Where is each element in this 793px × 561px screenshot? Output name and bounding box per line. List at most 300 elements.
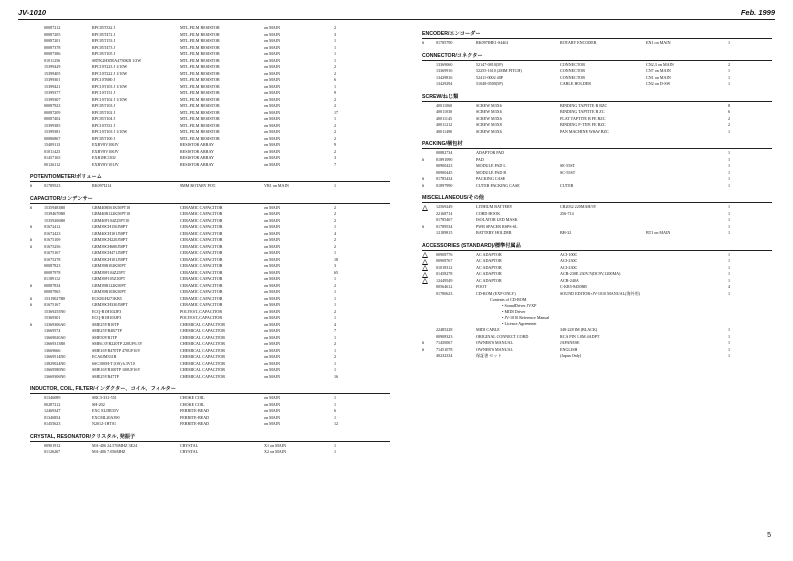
part-name: ADAPTOR PAD bbox=[476, 150, 505, 155]
quantity: 3 bbox=[334, 263, 337, 268]
part-number: 00087205 bbox=[44, 31, 61, 37]
location: CN2 on D-SW bbox=[646, 81, 671, 86]
part-name: GRM40F104Z25PT10 bbox=[92, 217, 130, 223]
quantity: 1 bbox=[728, 68, 731, 73]
part-name: RPC05T153 J bbox=[92, 38, 116, 43]
location: on MAIN bbox=[264, 155, 281, 160]
description: CERAMIC CAPACITOR bbox=[180, 256, 223, 262]
part-number: 00087378 bbox=[44, 44, 61, 50]
location: on MAIN bbox=[264, 321, 281, 327]
location: on MAIN bbox=[264, 148, 281, 154]
header-rule bbox=[18, 19, 775, 20]
part-name: EXBV8V100JV bbox=[92, 148, 119, 154]
quantity: 1 bbox=[728, 128, 731, 134]
description: CERAMIC CAPACITOR bbox=[180, 237, 223, 242]
description: MTL.FILM RESISTOR bbox=[180, 38, 220, 43]
location: on MAIN bbox=[264, 129, 281, 134]
description: RCA PIN 1.0M 4ADPT bbox=[560, 333, 600, 339]
quantity: 4 bbox=[334, 230, 337, 236]
location: on MAIN bbox=[264, 237, 281, 242]
description: ENGLISH bbox=[560, 346, 578, 352]
location: on MAIN bbox=[264, 360, 281, 366]
part-number: 00087834 bbox=[44, 282, 61, 288]
part-name: RPC05T473 J bbox=[92, 44, 116, 50]
location: CN1 on MAIN bbox=[646, 74, 671, 80]
part-name: RPC10T102 J 1/10W bbox=[92, 96, 128, 102]
part-name: 6SC100M-T (OS) 6.3V10 bbox=[92, 360, 135, 366]
description: MTL.FILM RESISTOR bbox=[180, 77, 220, 82]
part-number: 15399307 bbox=[44, 96, 61, 102]
part-name: EXCML20A390 bbox=[92, 414, 120, 420]
quantity: 2 bbox=[334, 237, 337, 242]
location: on MAIN bbox=[264, 341, 281, 346]
location: X2 on MAIN bbox=[264, 449, 287, 454]
part-name: AC ADAPTOR bbox=[476, 251, 502, 257]
part-name: 52411-0002 40P bbox=[476, 74, 504, 80]
part-name: SCREW M3X6 bbox=[476, 115, 502, 121]
quantity: 1 bbox=[334, 295, 337, 301]
description: CERAMIC CAPACITOR bbox=[180, 230, 223, 236]
part-number: 00900423 bbox=[436, 163, 453, 168]
description: CERAMIC CAPACITOR bbox=[180, 276, 223, 281]
location: on MAIN bbox=[264, 31, 281, 37]
description: MTL.FILM RESISTOR bbox=[180, 57, 220, 63]
part-number: 13429294 bbox=[436, 81, 453, 86]
part-name: RPC05T104 J bbox=[92, 116, 116, 121]
quantity: 3 bbox=[334, 31, 337, 37]
location: on MAIN bbox=[264, 109, 281, 115]
part-number: 01675109 bbox=[44, 237, 61, 242]
part-name: CORD HOOK bbox=[476, 210, 501, 216]
description: CERAMIC CAPACITOR bbox=[180, 289, 223, 294]
part-name: ECKR1H271KB5 bbox=[92, 295, 122, 301]
section-title: INDUCTOR, COIL, FILTER/インダクター、コイル、フィルター bbox=[30, 385, 390, 394]
part-name: SBC3-331-551 bbox=[92, 395, 117, 400]
part-name: AC ADAPTOR bbox=[476, 258, 502, 263]
location: on MAIN bbox=[264, 90, 281, 95]
row-mark: # bbox=[30, 183, 33, 188]
part-number: 00900445 bbox=[436, 169, 453, 175]
location: on MAIN bbox=[264, 401, 281, 407]
quantity: 1 bbox=[728, 150, 731, 155]
quantity: 2 bbox=[334, 243, 337, 249]
location: on MAIN bbox=[264, 211, 281, 216]
location: on MAIN bbox=[264, 142, 281, 147]
quantity: 1 bbox=[728, 327, 731, 332]
part-name: GRM39CH101J50PT bbox=[92, 256, 128, 262]
part-name: GRM39F105Z10PT bbox=[92, 276, 126, 281]
location: BT1 on MAIN bbox=[646, 230, 671, 235]
quantity: 7 bbox=[334, 328, 337, 333]
description: CERAMIC CAPACITOR bbox=[180, 269, 223, 275]
quantity: 7 bbox=[334, 161, 337, 167]
part-number: 00882734 bbox=[436, 150, 453, 155]
quantity: 2 bbox=[334, 103, 337, 108]
quantity: 1 bbox=[728, 333, 731, 339]
parts-row bbox=[422, 230, 772, 237]
parts-section bbox=[30, 173, 390, 190]
quantity: 1 bbox=[728, 290, 731, 296]
part-number: 01785434 bbox=[436, 176, 453, 181]
location: on MAIN bbox=[264, 217, 281, 223]
description: BINDING TAPTITE B ZC bbox=[560, 109, 605, 114]
quantity: 18 bbox=[334, 256, 339, 262]
location: on MAIN bbox=[264, 347, 281, 353]
part-number: 40232334 bbox=[436, 353, 453, 358]
description: CRYSTAL bbox=[180, 449, 199, 454]
part-name: RPC10T103 J 1/10W bbox=[92, 83, 128, 89]
parts-section bbox=[422, 30, 772, 47]
parts-section bbox=[422, 327, 772, 360]
description: CERAMIC CAPACITOR bbox=[180, 211, 223, 216]
part-number: 15399405 bbox=[44, 70, 61, 76]
part-number: 12189815 bbox=[436, 230, 453, 235]
description: CHEMICAL CAPACITOR bbox=[180, 354, 226, 359]
quantity: 1 bbox=[334, 116, 337, 121]
parts-row bbox=[422, 183, 772, 190]
quantity: 2 bbox=[334, 25, 337, 30]
location: on MAIN bbox=[264, 122, 281, 128]
quantity: 2 bbox=[728, 122, 731, 127]
parts-row bbox=[422, 291, 772, 298]
quantity: 1 bbox=[728, 251, 731, 257]
part-name: SCREW M3X6 bbox=[476, 128, 502, 134]
part-name: SME16VB100TP 100UF16V bbox=[92, 367, 141, 372]
part-number: 00287212 bbox=[44, 401, 61, 407]
parts-row bbox=[30, 183, 390, 190]
description: CERAMIC CAPACITOR bbox=[180, 204, 223, 210]
part-number: 01780623 bbox=[436, 290, 453, 296]
section-title: CONNECTOR/コネクター bbox=[422, 52, 772, 61]
description: FERRITE-BEAD bbox=[180, 421, 210, 426]
part-number: 01785790 bbox=[436, 40, 453, 45]
parts-row bbox=[30, 421, 390, 428]
location: on MAIN bbox=[264, 204, 281, 210]
part-number: 01126267 bbox=[44, 449, 61, 454]
part-name: GRM39B122K50PT bbox=[92, 282, 127, 288]
part-number: 01018312 bbox=[436, 264, 453, 270]
parts-row bbox=[30, 374, 390, 381]
right-column bbox=[422, 25, 772, 360]
part-name: SME25VB47TP bbox=[92, 373, 120, 379]
part-number: 00087402 bbox=[44, 116, 61, 121]
parts-row bbox=[422, 353, 772, 360]
document-date: Feb. 1999 bbox=[740, 8, 775, 17]
quantity: 1 bbox=[334, 51, 337, 56]
quantity: 1 bbox=[728, 258, 731, 263]
description: ACB-230E 230V/5(DC9V,1200MA) bbox=[560, 271, 621, 276]
quantity: 4 bbox=[334, 321, 337, 327]
location: on MAIN bbox=[264, 263, 281, 268]
location: on MAIN bbox=[264, 302, 281, 307]
part-number: 13429816 bbox=[436, 74, 453, 80]
description: MTL.FILM RESISTOR bbox=[180, 122, 220, 128]
location: on MAIN bbox=[264, 224, 281, 229]
quantity: 2 bbox=[334, 282, 337, 288]
description: MTL.FILM RESISTOR bbox=[180, 135, 220, 141]
part-name: SME16VB470TP 470UF16V bbox=[92, 347, 141, 353]
description: CHEMICAL CAPACITOR bbox=[180, 321, 226, 327]
location: on MAIN bbox=[264, 135, 281, 141]
quantity: 1 bbox=[334, 38, 337, 43]
part-name: N2012-1HT01 bbox=[92, 421, 117, 426]
description: 9MM ROTARY POT. bbox=[180, 183, 216, 188]
description: CUTER bbox=[560, 182, 574, 188]
part-name: AC ADAPTOR bbox=[476, 271, 502, 276]
section-title: CRYSTAL, RESONATOR/クリスタル, 発振子 bbox=[30, 433, 390, 442]
row-mark: # bbox=[30, 243, 33, 249]
part-number: 00087209 bbox=[44, 109, 61, 115]
cdrom-content-item: • JV-1010 Reference Manual bbox=[502, 315, 550, 320]
quantity: 6 bbox=[334, 77, 337, 82]
left-column bbox=[30, 25, 390, 456]
parts-section bbox=[422, 93, 772, 136]
part-number: 00901912 bbox=[44, 442, 61, 448]
description: RESISTOR ARRAY bbox=[180, 161, 215, 167]
part-number: 15359206B0 bbox=[44, 217, 66, 223]
part-name: PAD bbox=[476, 156, 484, 162]
quantity: 9 bbox=[334, 142, 337, 147]
quantity: 1 bbox=[334, 360, 337, 366]
location: on MAIN bbox=[264, 250, 281, 255]
quantity: 1 bbox=[728, 176, 731, 181]
part-name: SCREW M3X6 bbox=[476, 102, 502, 108]
part-number: 01675278 bbox=[44, 256, 61, 262]
part-number: 15359483B0 bbox=[44, 204, 66, 210]
part-number: 00087978 bbox=[44, 269, 61, 275]
part-name: RPC10T103 J 1/10W bbox=[92, 129, 128, 134]
parts-section bbox=[422, 52, 772, 88]
part-name: MA-406 24.576MHZ 3E24 bbox=[92, 442, 138, 448]
section-title: ENCODER/エンコーダー bbox=[422, 30, 772, 39]
location: on MAIN bbox=[264, 276, 281, 281]
section-title: PACKING/梱包材 bbox=[422, 140, 772, 149]
description: ACB-240A bbox=[560, 277, 579, 283]
part-number: 01189112 bbox=[44, 276, 61, 281]
description: ROTARY ENCODER bbox=[560, 40, 597, 45]
location: on MAIN bbox=[264, 354, 281, 359]
part-name: GRM39B102K50PT bbox=[92, 263, 127, 268]
quantity: 1 bbox=[334, 224, 337, 229]
part-name: RPC05T103 J bbox=[92, 103, 116, 108]
quantity: 1 bbox=[728, 156, 731, 162]
quantity: 4 bbox=[728, 284, 731, 289]
quantity: 1 bbox=[334, 315, 337, 320]
part-name: GRM39CH330J50PT bbox=[92, 302, 128, 307]
quantity: 1 bbox=[334, 289, 337, 294]
part-number: 00908767 bbox=[436, 258, 453, 263]
location: VR1 on MAIN bbox=[264, 183, 289, 188]
part-name: LITHIUM BATTERY bbox=[476, 204, 513, 209]
part-number: 01672412 bbox=[44, 224, 61, 229]
part-number: 01789534 bbox=[436, 223, 453, 229]
part-name: RPC10T222 J 1/10W bbox=[92, 70, 128, 76]
description: CERAMIC CAPACITOR bbox=[180, 243, 223, 249]
part-number: 13669514N0 bbox=[44, 354, 66, 359]
quantity: 1 bbox=[728, 340, 731, 345]
part-number: 13669306N0 bbox=[44, 373, 66, 379]
description: CONNECTOR bbox=[560, 74, 585, 80]
section-title: MISCELLANEOUS/その他 bbox=[422, 194, 772, 203]
part-number: 15394670B0 bbox=[44, 211, 66, 216]
location: on MAIN bbox=[264, 44, 281, 50]
row-mark: # bbox=[30, 282, 33, 288]
description: MTL.FILM RESISTOR bbox=[180, 90, 220, 95]
part-name: MIDI CABLE bbox=[476, 327, 500, 332]
part-number: 00908323 bbox=[436, 333, 453, 339]
part-name: SH-202 bbox=[92, 401, 105, 407]
part-name: GRM39CH150J50PT bbox=[92, 224, 128, 229]
row-mark: # bbox=[422, 40, 425, 45]
quantity: 1 bbox=[728, 210, 731, 216]
row-mark: # bbox=[30, 204, 33, 210]
quantity: 1 bbox=[334, 395, 337, 400]
description: CONNECTOR bbox=[560, 68, 585, 73]
row-mark: # bbox=[30, 321, 33, 327]
part-number: 01891090 bbox=[436, 156, 453, 162]
parts-section bbox=[422, 140, 772, 189]
part-number: 01675167 bbox=[44, 250, 61, 255]
part-number: 00126112 bbox=[44, 161, 61, 167]
quantity: 2 bbox=[334, 64, 337, 69]
quantity: 1 bbox=[728, 40, 731, 45]
part-number: 71450067 bbox=[436, 340, 453, 345]
description: RESISTOR ARRAY bbox=[180, 142, 215, 147]
part-name: SCREW M3X6 bbox=[476, 109, 502, 114]
location: on MAIN bbox=[264, 116, 281, 121]
description: CERAMIC CAPACITOR bbox=[180, 263, 223, 268]
row-mark: # bbox=[30, 237, 33, 242]
location: on MAIN bbox=[264, 395, 281, 400]
part-number: 13669020A0 bbox=[44, 334, 66, 340]
part-name: GRM39CH471J50PT bbox=[92, 250, 128, 255]
quantity: 1 bbox=[334, 401, 337, 407]
part-name: RPC05T105 J bbox=[92, 51, 116, 56]
description: BINDING TAPTITE B BZC bbox=[560, 102, 608, 108]
quantity: 1 bbox=[334, 276, 337, 281]
part-name: FOOT bbox=[476, 284, 487, 289]
part-name: GRM40B561K50PT10 bbox=[92, 204, 131, 210]
quantity: 8 bbox=[728, 102, 731, 108]
quantity: 1 bbox=[728, 346, 731, 352]
part-number: 22485228 bbox=[436, 327, 453, 332]
location: on MAIN bbox=[264, 57, 281, 63]
description: CONNECTOR bbox=[560, 61, 585, 67]
description: C-KR5-8450BB bbox=[560, 284, 587, 289]
part-name: SRTK2H3D0A4750KR 1/2W bbox=[92, 57, 142, 63]
part-number: 01346854 bbox=[44, 414, 61, 420]
part-name: SME6.3VB220TP 220UF6.3V bbox=[92, 341, 143, 346]
quantity: 1 bbox=[728, 353, 731, 358]
part-name: ECA0JM331B bbox=[92, 354, 117, 359]
part-number: 12449549 bbox=[436, 277, 453, 283]
quantity: 1 bbox=[334, 250, 337, 255]
quantity: 6 bbox=[334, 408, 337, 413]
quantity: 65 bbox=[334, 269, 339, 275]
location: on MAIN bbox=[264, 334, 281, 340]
parts-row bbox=[30, 449, 390, 456]
quantity: 12 bbox=[334, 421, 339, 426]
quantity: 1 bbox=[728, 204, 731, 209]
part-name: GRM40CH101J50PT bbox=[92, 230, 128, 236]
part-name: MODULE PAD R bbox=[476, 169, 507, 175]
part-number: 00087212 bbox=[44, 25, 61, 30]
location: on MAIN bbox=[264, 421, 281, 426]
description: CERAMIC CAPACITOR bbox=[180, 302, 223, 307]
part-number: 00087823 bbox=[44, 263, 61, 268]
quantity: 1 bbox=[334, 44, 337, 50]
quantity: 2 bbox=[334, 354, 337, 359]
location: on MAIN bbox=[264, 70, 281, 76]
description: CERAMIC CAPACITOR bbox=[180, 282, 223, 288]
quantity: 1 bbox=[728, 230, 731, 235]
part-name: CUTER PACKING CASE bbox=[476, 182, 520, 188]
part-name: EXB1HC103J bbox=[92, 155, 116, 160]
location: on MAIN bbox=[264, 315, 281, 320]
part-name: RPC05T472 J bbox=[92, 31, 116, 37]
description: BINDING P-TITE FE BZC bbox=[560, 122, 606, 127]
location: on MAIN bbox=[264, 51, 281, 56]
part-number: 13669580N0 bbox=[44, 367, 66, 372]
part-number: 22168714 bbox=[436, 210, 453, 216]
section-title: POTENTIOMETER/ボリューム bbox=[30, 173, 390, 182]
part-number: 12569249 bbox=[436, 204, 453, 209]
quantity: 2 bbox=[728, 61, 731, 67]
quantity: 1 bbox=[728, 223, 731, 229]
location: on MAIN bbox=[264, 414, 281, 420]
part-name: RPC05T102 J bbox=[92, 109, 116, 115]
description: ACI-230C bbox=[560, 264, 578, 270]
description: MTL.FILM RESISTOR bbox=[180, 25, 220, 30]
description: CABLE HOLDER bbox=[560, 81, 592, 86]
description: SE-55ST bbox=[560, 163, 576, 168]
description: RESISTOR ARRAY bbox=[180, 148, 215, 154]
description: FERRITE-BEAD bbox=[180, 414, 210, 420]
part-name: PACKING CASE bbox=[476, 176, 506, 181]
description: MTL.FILM RESISTOR bbox=[180, 116, 220, 121]
part-number: 01897990 bbox=[436, 182, 453, 188]
description: CHOKE COIL bbox=[180, 395, 205, 400]
description: CERAMIC CAPACITOR bbox=[180, 224, 223, 229]
part-number: 15409113 bbox=[44, 142, 61, 147]
description: JAPANESE bbox=[560, 340, 580, 345]
part-number: 01675256 bbox=[44, 243, 61, 249]
description: MTL.FILM RESISTOR bbox=[180, 129, 220, 134]
part-number: 01785467 bbox=[436, 217, 453, 222]
description: CERAMIC CAPACITOR bbox=[180, 295, 223, 301]
quantity: 1 bbox=[728, 182, 731, 188]
part-number: 13369306A0 bbox=[44, 321, 66, 327]
part-name: 52255-1610 (2MM PITCH) bbox=[476, 68, 522, 73]
description: CERAMIC CAPACITOR bbox=[180, 250, 223, 255]
row-mark: # bbox=[422, 156, 425, 162]
quantity: 3 bbox=[334, 155, 337, 160]
location: EN1 on MAIN bbox=[646, 40, 671, 45]
description: MTL.FILM RESISTOR bbox=[180, 51, 220, 56]
section-title: CAPACITOR/コンデンサー bbox=[30, 195, 390, 204]
part-number: 13829024N0 bbox=[44, 360, 66, 366]
quantity: 17 bbox=[334, 109, 339, 115]
part-number: 15399377 bbox=[44, 90, 61, 95]
description: ACI-100C bbox=[560, 251, 578, 257]
quantity: 2 bbox=[334, 341, 337, 346]
part-number: 00087923 bbox=[44, 103, 61, 108]
section-title: ACCESSORIES (STANDARD)/標準付属品 bbox=[422, 242, 772, 251]
part-name: ORIGINAL CONNECT CORD bbox=[476, 333, 529, 339]
quantity: 1 bbox=[728, 217, 731, 222]
cdrom-contents-label: Contents of CD-ROM bbox=[490, 297, 527, 302]
row-mark: # bbox=[422, 182, 425, 188]
